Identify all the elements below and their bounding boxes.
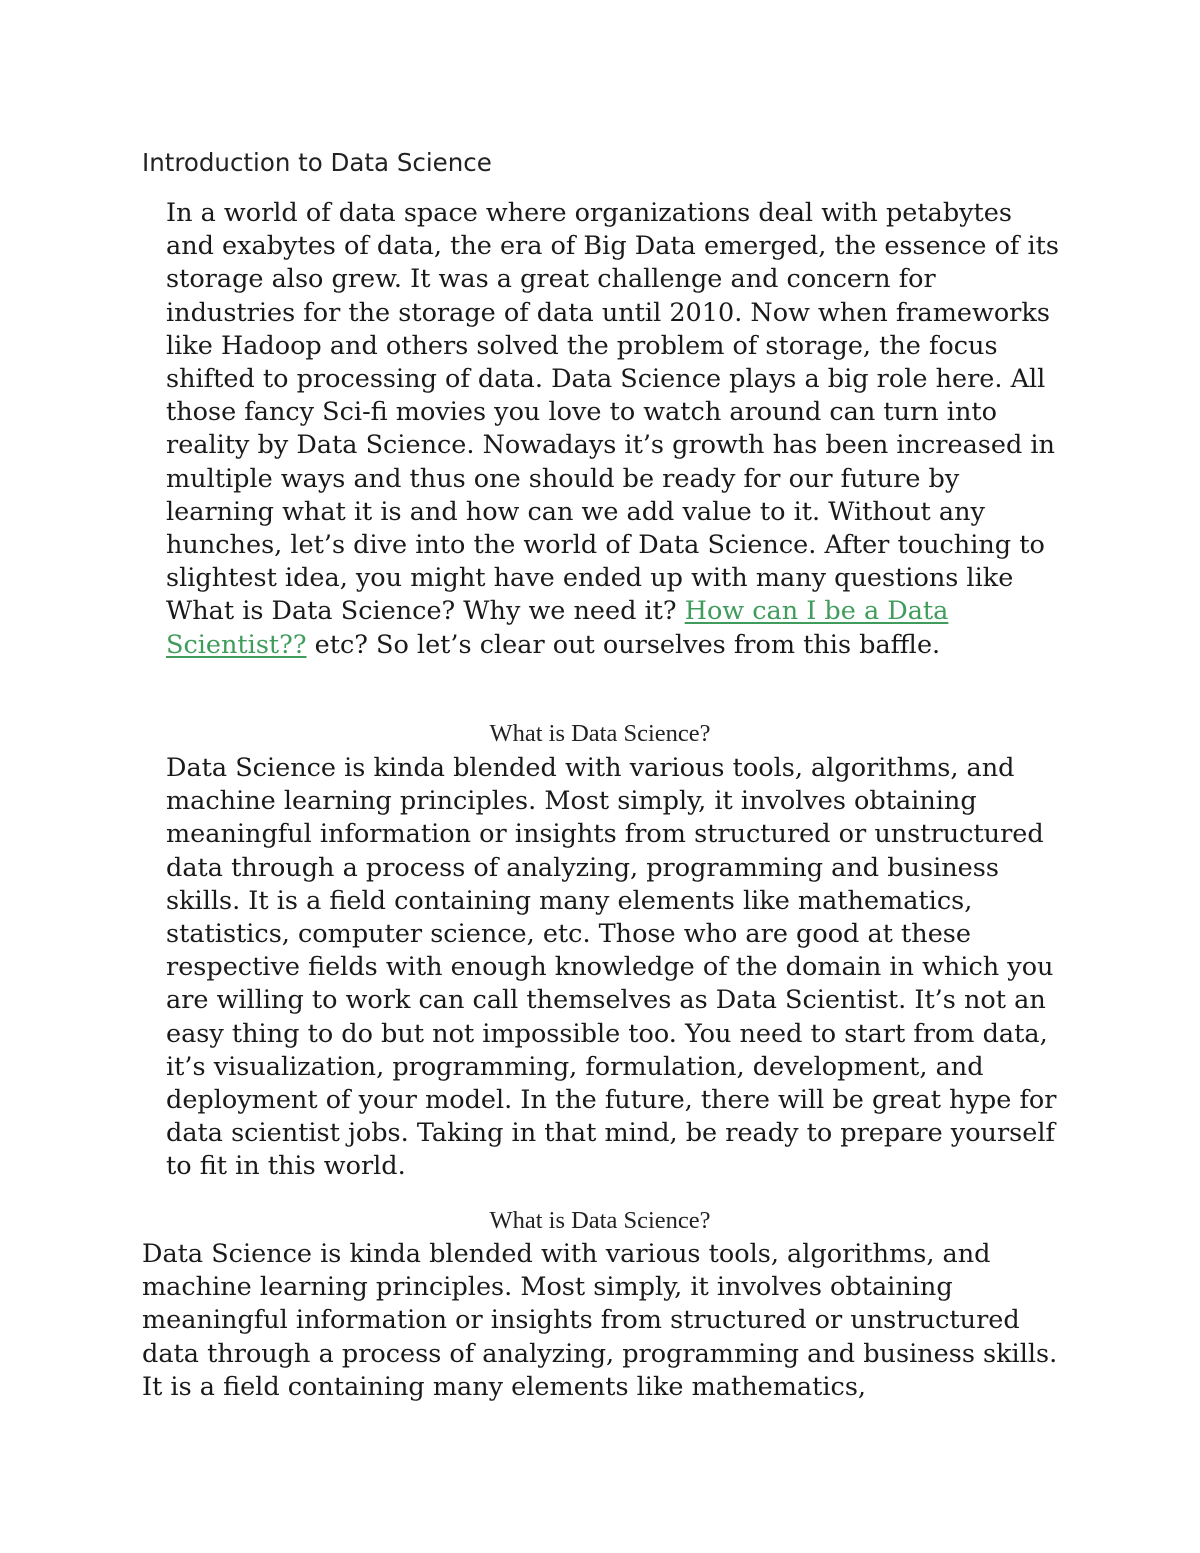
section-1-body: Data Science is kinda blended with various tools, algorithms, and machine learning principles. Most simply, it involves obtaining meaningful information or insights from structured or unstructured data through a process of analyzing, programming and business skills. It is a field containing many elements like mathematics, statistics, computer science, etc. Those who are good at these respective fields with enough knowledge of the domain in which you are willing to work can call themselves as Data Scientist. It’s not an easy thing to do but not impossible too. You need to start from data, it’s visualization, programming, formulation, development, and deployment of your model. In the future, there will be great hype for data scientist jobs. Taking in that mind, be ready to prepare yourself to fit in this world. (166, 753, 1057, 1182)
section-2-body: Data Science is kinda blended with various tools, algorithms, and machine learning principles. Most simply, it involves obtaining meaningful information or insights from structured or unstructured data through a process of analyzing, programming and business skills. It is a field containing many elements like mathematics, (142, 1239, 1058, 1402)
section-heading-what-is-data-science-repeat: What is Data Science? (489, 1207, 711, 1234)
data-scientist-link[interactable]: How can I be a Data Scientist?? (166, 596, 949, 660)
intro-paragraph (166, 197, 1066, 662)
section-heading-what-is-data-science: What is Data Science? (489, 720, 711, 747)
intro-text-before-link: In a world of data space where organizations deal with petabytes and exabytes of data, the era of Big Data emerged, the essence of its storage also grew. It was a great challenge and concern for industries for the storage of data until 2010. Now when frameworks like Hadoop and others solved the problem of storage, the focus shifted to processing of data. Data Science plays a big role here. All those fancy Sci-fi movies you love to watch around can turn into reality by Data Science. Nowadays it’s growth has been increased in multiple ways and thus one should be ready for our future by learning what it is and how can we add value to it. Without any hunches, let’s dive into the world of Data Science. After touching to slightest idea, you might have ended up with many questions like What is Data Science? Why we need it? (166, 198, 1059, 627)
document-title: Introduction to Data Science (142, 148, 492, 177)
intro-text-after-link: etc? So let’s clear out ourselves from this baffle. (306, 629, 941, 660)
